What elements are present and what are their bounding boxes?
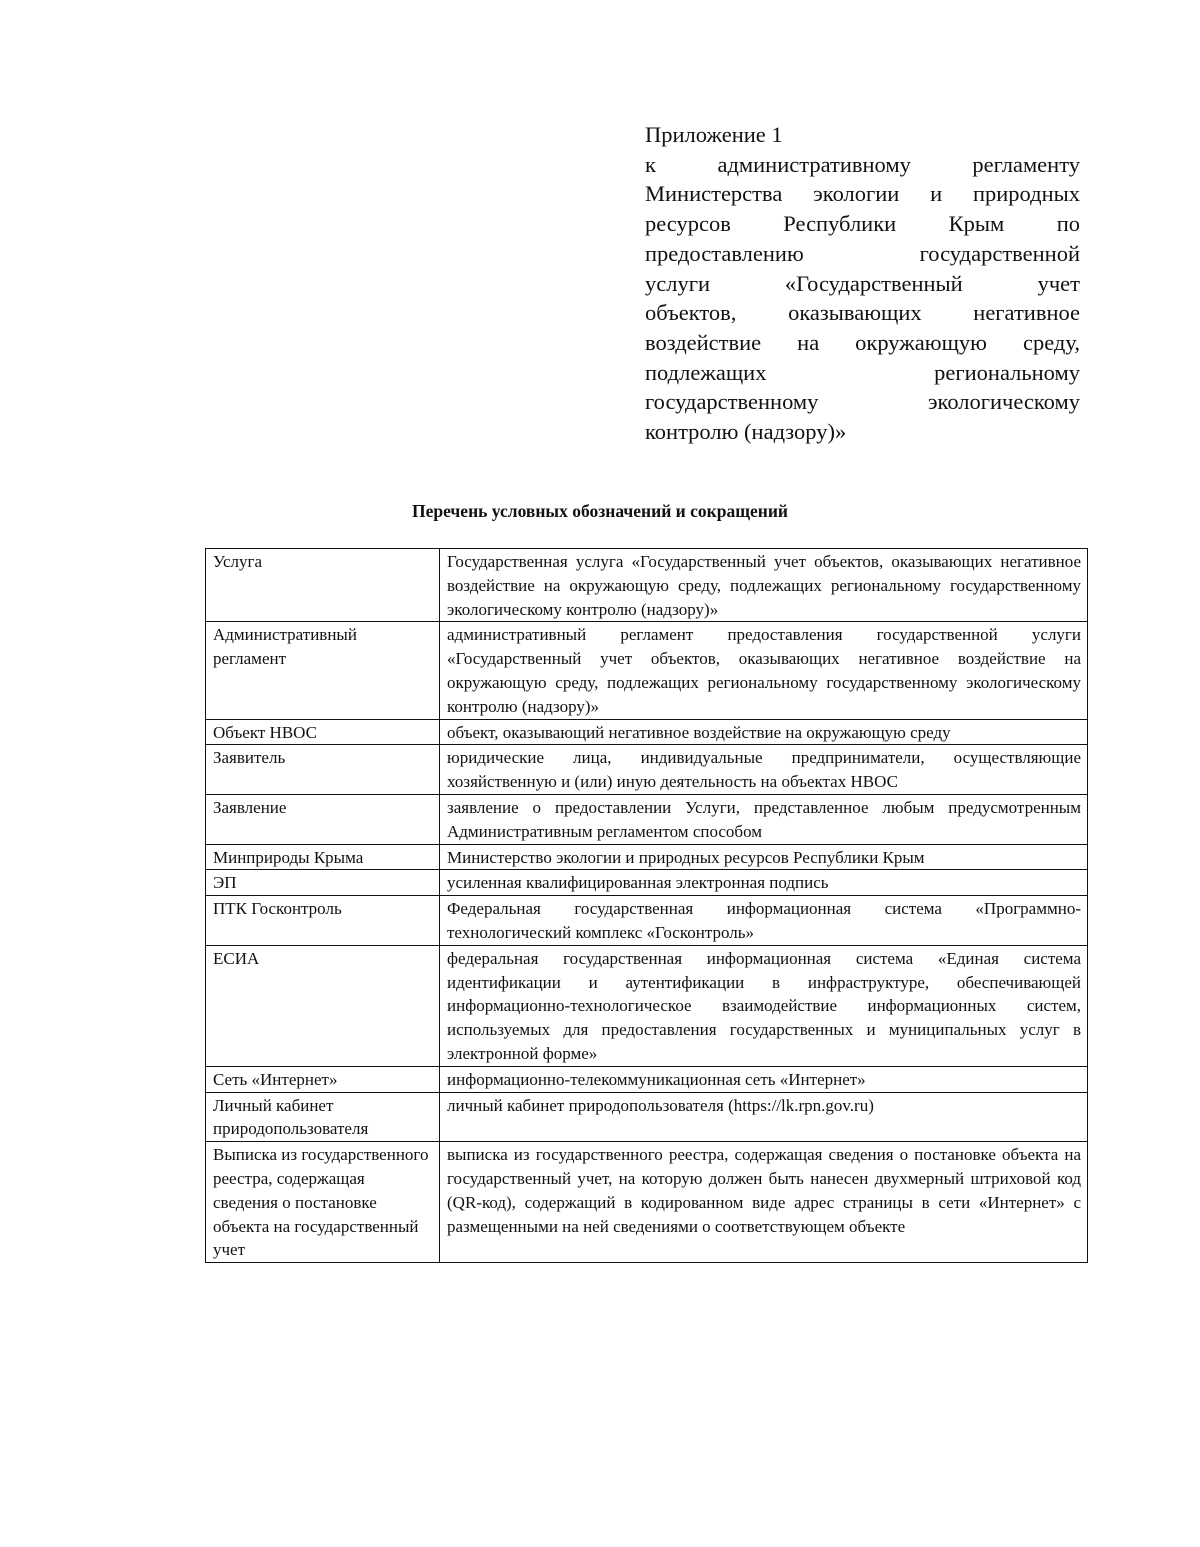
definition-cell: юридические лица, индивидуальные предприниматели, осуществляющие хозяйственную и (или) иную деятельность на объектах НВОС	[440, 745, 1088, 795]
term-cell: ПТК Госконтроль	[206, 896, 440, 946]
appendix-line: объектов, оказывающих негативное	[645, 300, 1080, 326]
definition-cell: выписка из государственного реестра, содержащая сведения о постановке объекта на государственный учет, на которую должен быть нанесен двухмерный штриховой код (QR-код), содержащий в кодированном виде адрес страницы в сети «Интернет» с размещенными на ней сведениями о соответствующем объекте	[440, 1142, 1088, 1263]
table-row	[206, 844, 1088, 870]
definition-cell: усиленная квалифицированная электронная подпись	[440, 870, 1088, 896]
table-row	[206, 870, 1088, 896]
term-cell: Заявитель	[206, 745, 440, 795]
term-cell: ЭП	[206, 870, 440, 896]
appendix-label: Приложение 1	[645, 122, 783, 147]
term-cell: Минприроды Крыма	[206, 844, 440, 870]
appendix-line: к административному регламенту	[645, 151, 1080, 177]
table-row	[206, 1092, 1088, 1142]
appendix-line: воздействие на окружающую среду,	[645, 329, 1080, 355]
appendix-line: ресурсов Республики Крым по	[645, 211, 1080, 237]
table-row	[206, 896, 1088, 946]
table-row	[206, 1142, 1088, 1263]
table-row	[206, 549, 1088, 622]
term-cell: Сеть «Интернет»	[206, 1066, 440, 1092]
definition-cell: административный регламент предоставления государственной услуги «Государственный учет объектов, оказывающих негативное воздействие на окружающую среду, подлежащих региональному государственному экологическому контролю (надзору)»	[440, 622, 1088, 719]
appendix-header	[645, 120, 1080, 447]
table-row	[206, 1066, 1088, 1092]
appendix-line: услуги «Государственный учет	[645, 270, 1080, 296]
definition-cell: Государственная услуга «Государственный учет объектов, оказывающих негативное воздействие на окружающую среду, подлежащих региональному государственному экологическому контролю (надзору)»	[440, 549, 1088, 622]
definition-cell: личный кабинет природопользователя (https://lk.rpn.gov.ru)	[440, 1092, 1088, 1142]
table-row	[206, 745, 1088, 795]
abbreviations-table	[205, 548, 1088, 1263]
appendix-line: Министерства экологии и природных	[645, 181, 1080, 207]
table-row	[206, 622, 1088, 719]
definition-cell: заявление о предоставлении Услуги, представленное любым предусмотренным Административным регламентом способом	[440, 794, 1088, 844]
term-cell: Заявление	[206, 794, 440, 844]
term-cell: Личный кабинет природопользователя	[206, 1092, 440, 1142]
appendix-line: подлежащих региональному	[645, 359, 1080, 385]
definition-cell: информационно-телекоммуникационная сеть «Интернет»	[440, 1066, 1088, 1092]
term-cell: Услуга	[206, 549, 440, 622]
appendix-line: государственному экологическому	[645, 389, 1080, 415]
definition-cell: Министерство экологии и природных ресурсов Республики Крым	[440, 844, 1088, 870]
definition-cell: федеральная государственная информационная система «Единая система идентификации и аутентификации в инфраструктуре, обеспечивающей информационно-технологическое взаимодействие информационных систем, используемых для предоставления государственных и муниципальных услуг в электронной форме»	[440, 945, 1088, 1066]
term-cell: Выписка из государственного реестра, содержащая сведения о постановке объекта на государственный учет	[206, 1142, 440, 1263]
appendix-line: контролю (надзору)»	[645, 419, 847, 445]
table-row	[206, 794, 1088, 844]
term-cell: Административный регламент	[206, 622, 440, 719]
table-row	[206, 945, 1088, 1066]
term-cell: Объект НВОС	[206, 719, 440, 745]
definition-cell: Федеральная государственная информационная система «Программно-технологический комплекс «Госконтроль»	[440, 896, 1088, 946]
term-cell: ЕСИА	[206, 945, 440, 1066]
list-title: Перечень условных обозначений и сокращений	[411, 501, 788, 521]
definition-cell: объект, оказывающий негативное воздействие на окружающую среду	[440, 719, 1088, 745]
table-row	[206, 719, 1088, 745]
appendix-line: предоставлению государственной	[645, 240, 1080, 266]
